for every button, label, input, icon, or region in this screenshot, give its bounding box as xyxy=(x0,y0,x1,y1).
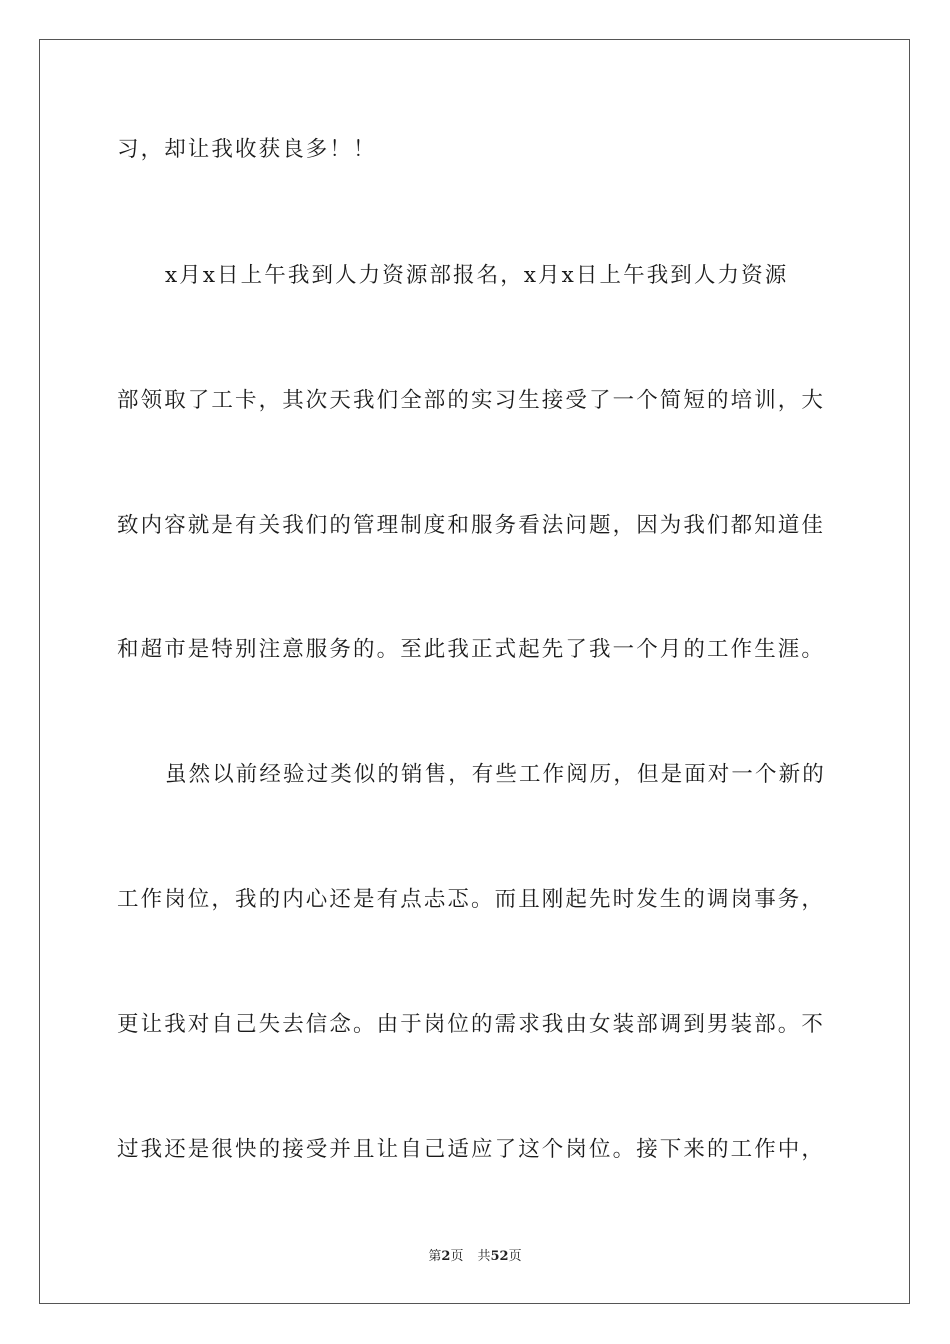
text-line-8: 更让我对自己失去信念。由于岗位的需求我由女装部调到男装部。不 xyxy=(117,1012,826,1037)
total-prefix: 共 xyxy=(477,1249,491,1264)
text-line-5: 和超市是特别注意服务的。至此我正式起先了我一个月的工作生涯。 xyxy=(117,637,826,662)
page-footer xyxy=(0,1248,950,1266)
text-line-3: 部领取了工卡，其次天我们全部的实习生接受了一个简短的培训，大 xyxy=(117,388,826,413)
total-suffix: 页 xyxy=(508,1249,522,1264)
text-line-9: 过我还是很快的接受并且让自己适应了这个岗位。接下来的工作中， xyxy=(117,1137,826,1162)
page-number: 2 xyxy=(441,1249,451,1264)
page-suffix: 页 xyxy=(450,1249,464,1264)
text-line-4: 致内容就是有关我们的管理制度和服务看法问题，因为我们都知道佳 xyxy=(117,513,826,538)
page-prefix: 第 xyxy=(428,1249,442,1264)
total-pages: 52 xyxy=(490,1249,509,1264)
text-line-1: 习，却让我收获良多！！ xyxy=(117,137,377,162)
text-line-2: x月x日上午我到人力资源部报名，x月x日上午我到人力资源 xyxy=(165,263,789,288)
text-line-7: 工作岗位，我的内心还是有点忐忑。而且刚起先时发生的调岗事务， xyxy=(117,887,826,912)
page-border xyxy=(39,39,910,1304)
text-line-6: 虽然以前经验过类似的销售，有些工作阅历，但是面对一个新的 xyxy=(165,762,826,787)
